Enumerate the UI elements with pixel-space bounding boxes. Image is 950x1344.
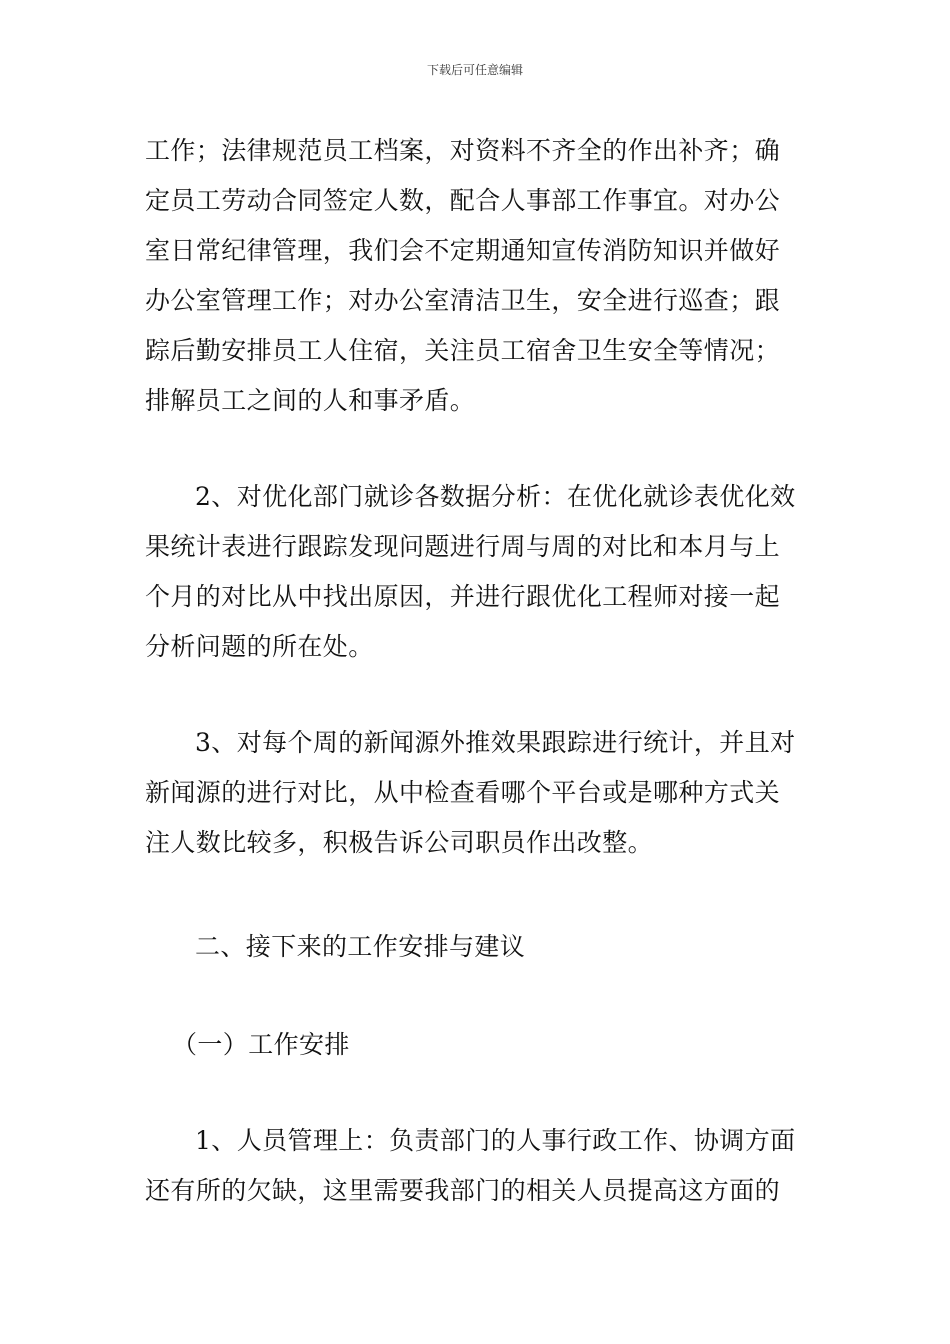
paragraph-3-line-1: 3、对每个周的新闻源外推效果跟踪进行统计，并且对: [195, 728, 796, 757]
paragraph-2-line-4: 分析问题的所在处。: [145, 632, 374, 661]
paragraph-3-line-2: 新闻源的进行对比，从中检查看哪个平台或是哪种方式关: [145, 778, 781, 807]
paragraph-1-line-2: 定员工劳动合同签定人数，配合人事部工作事宜。对办公: [145, 186, 781, 215]
paragraph-1-line-4: 办公室管理工作；对办公室清洁卫生，安全进行巡查；跟: [145, 286, 781, 315]
paragraph-3-line-3: 注人数比较多，积极告诉公司职员作出改整。: [145, 828, 654, 857]
paragraph-2-line-2: 果统计表进行跟踪发现问题进行周与周的对比和本月与上: [145, 532, 781, 561]
subsection-heading: （一）工作安排: [172, 1030, 350, 1059]
paragraph-2-line-3: 个月的对比从中找出原因，并进行跟优化工程师对接一起: [145, 582, 781, 611]
paragraph-1-line-1: 工作；法律规范员工档案，对资料不齐全的作出补齐；确: [145, 136, 781, 165]
paragraph-4-line-2: 还有所的欠缺，这里需要我部门的相关人员提高这方面的: [145, 1176, 781, 1205]
paragraph-2-line-1: 2、对优化部门就诊各数据分析：在优化就诊表优化效: [195, 482, 796, 511]
paragraph-4-line-1: 1、人员管理上：负责部门的人事行政工作、协调方面: [195, 1126, 796, 1155]
section-heading: 二、接下来的工作安排与建议: [195, 932, 526, 961]
paragraph-1-line-5: 踪后勤安排员工人住宿，关注员工宿舍卫生安全等情况；: [145, 336, 781, 365]
page-header: 下载后可任意编辑: [426, 63, 523, 77]
paragraph-1-line-6: 排解员工之间的人和事矛盾。: [145, 386, 476, 415]
paragraph-1-line-3: 室日常纪律管理，我们会不定期通知宣传消防知识并做好: [145, 236, 781, 265]
